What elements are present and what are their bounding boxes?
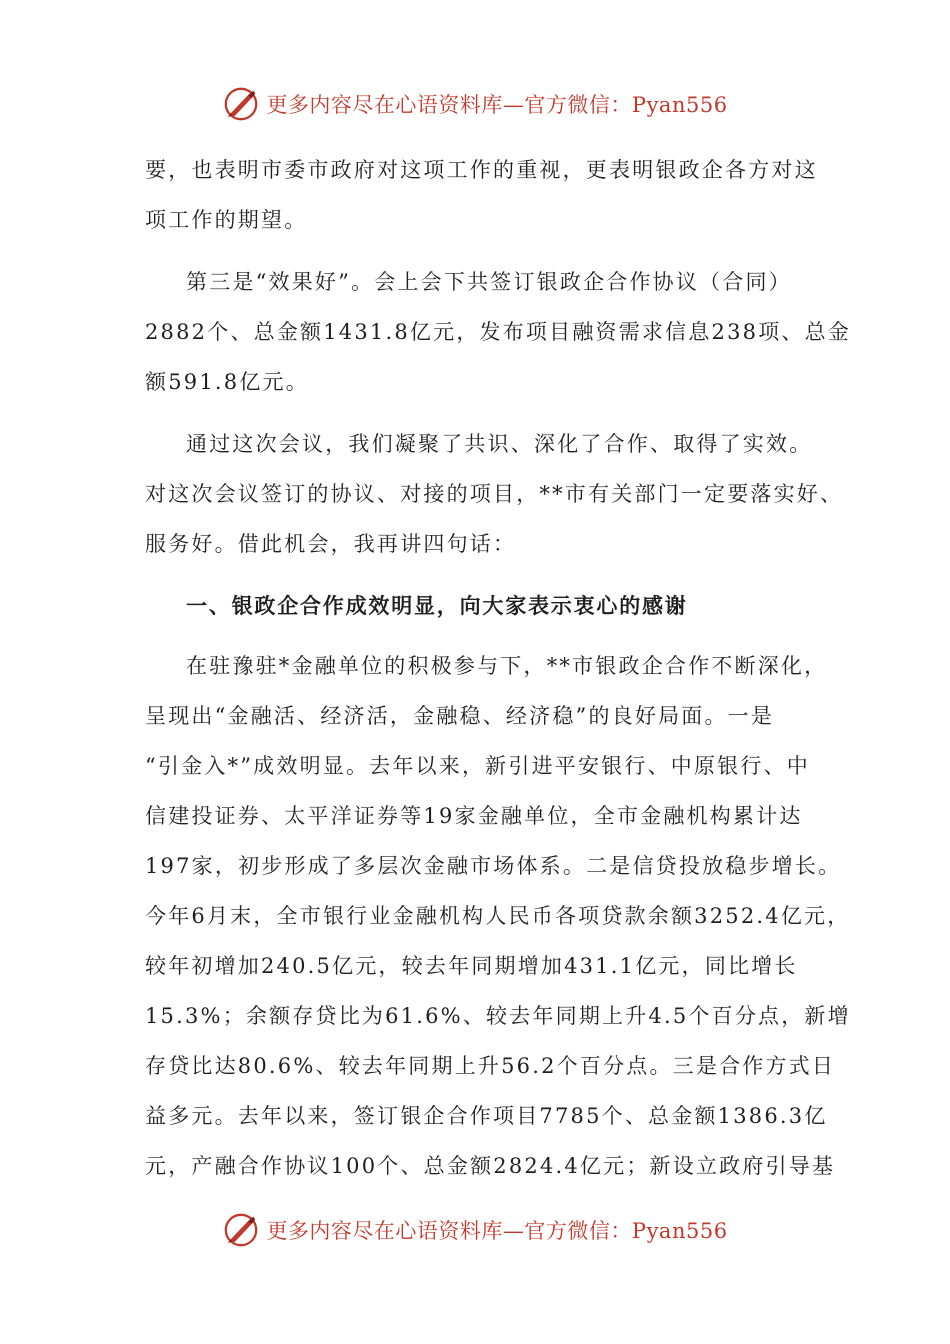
body-line: 在驻豫驻*金融单位的积极参与下，**市银政企合作不断深化， xyxy=(186,654,828,678)
body-line: 项工作的期望。 xyxy=(145,208,308,232)
body-line: 通过这次会议，我们凝聚了共识、深化了合作、取得了实效。 xyxy=(186,432,813,456)
watermark-text: 更多内容尽在心语资料库—官方微信：Pyan556 xyxy=(266,93,728,117)
watermark-text: 更多内容尽在心语资料库—官方微信：Pyan556 xyxy=(266,1219,728,1243)
watermark-banner-top xyxy=(0,82,950,126)
body-line: 信建投证券、太平洋证券等19家金融单位，全市金融机构累计达 xyxy=(145,804,803,828)
section-heading: 一、银政企合作成效明显，向大家表示衷心的感谢 xyxy=(186,593,688,618)
watermark-banner-bottom xyxy=(0,1208,950,1252)
body-line: 要，也表明市委市政府对这项工作的重视，更表明银政企各方对这 xyxy=(145,158,818,182)
body-line: “引金入*”成效明显。去年以来，新引进平安银行、中原银行、中 xyxy=(145,754,810,778)
body-line: 元，产融合作协议100个、总金额2824.4亿元；新设立政府引导基 xyxy=(145,1154,836,1178)
body-line: 额591.8亿元。 xyxy=(145,370,309,394)
body-line: 2882个、总金额1431.8亿元，发布项目融资需求信息238项、总金 xyxy=(145,320,852,344)
body-line: 15.3%；余额存贷比为61.6%、较去年同期上升4.5个百分点，新增 xyxy=(145,1004,851,1028)
body-line: 存贷比达80.6%、较去年同期上升56.2个百分点。三是合作方式日 xyxy=(145,1054,836,1078)
body-line: 服务好。借此机会，我再讲四句话： xyxy=(145,532,517,556)
pen-logo-icon xyxy=(222,85,260,123)
body-line: 益多元。去年以来，签订银企合作项目7785个、总金额1386.3亿 xyxy=(145,1104,828,1128)
body-line: 第三是“效果好”。会上会下共签订银政企合作协议（合同） xyxy=(186,270,792,294)
body-line: 呈现出“金融活、经济活，金融稳、经济稳”的良好局面。一是 xyxy=(145,704,775,728)
body-line: 较年初增加240.5亿元，较去年同期增加431.1亿元，同比增长 xyxy=(145,954,798,978)
body-line: 今年6月末，全市银行业金融机构人民币各项贷款余额3252.4亿元， xyxy=(145,904,851,928)
body-line: 197家，初步形成了多层次金融市场体系。二是信贷投放稳步增长。 xyxy=(145,854,842,878)
body-line: 对这次会议签订的协议、对接的项目，**市有关部门一定要落实好、 xyxy=(145,482,844,506)
pen-logo-icon xyxy=(222,1211,260,1249)
